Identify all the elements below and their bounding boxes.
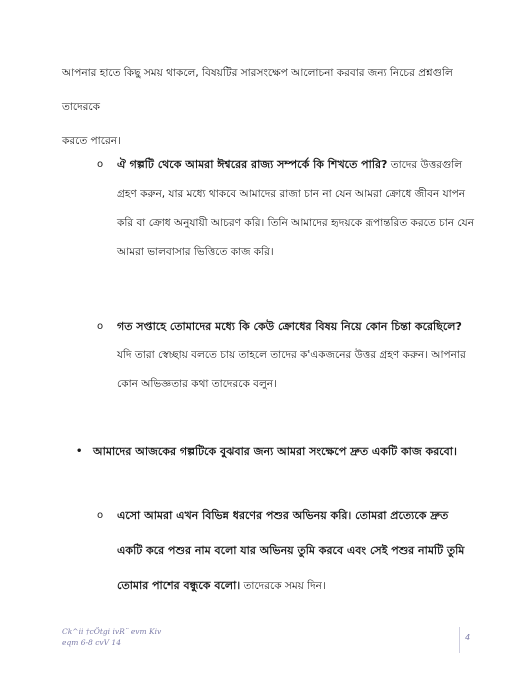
question-1-line-1: [117, 150, 487, 180]
footer-line-1: Ck^ii †cÖtgi ivR¨ evm Kiv: [62, 627, 162, 636]
activity-line-1: এসো আমরা এখন বিভিন্ন ধরণের পশুর অভিনয় করি। তোমরা প্রত্যেকে দ্রুত: [117, 509, 449, 522]
activity-intro-bullet: [76, 437, 493, 467]
question-1-line-4: আমরা ভালবাসার ভিত্তিতে কাজ করি।: [117, 246, 274, 258]
activity-line-3-rest: তাদেরকে সময় দিন।: [240, 580, 326, 592]
question-2-line-2: যদি তারা স্বেচ্ছায় বলতে চায় তাহলে তাদের ক'একজনের উত্তর গ্রহণ করুন। আপনার: [117, 349, 466, 361]
question-1-line-3: করি বা ক্রোধ অনুযায়ী আচরণ করি। তিনি আমাদের হৃদয়কে রূপান্তরিত করতে চান যেন: [117, 217, 474, 229]
circle-bullet-icon: o: [97, 159, 104, 170]
intro-line-1: আপনার হাতে কিছু সময় থাকলে, বিষয়টির সারসংক্ষেপ আলোচনা করবার জন্য নিচের প্রশ্নগুলি তাদেরকে: [62, 67, 453, 113]
question-1-instruction: তাদের উত্তরগুলি: [387, 159, 463, 171]
activity-line-3: [117, 568, 487, 604]
question-2: [97, 312, 487, 399]
circle-bullet-icon: o: [97, 510, 104, 521]
question-1-line-2: গ্রহণ করুন, যার মধ্যে থাকবে আমাদের রাজা চান না যেন আমরা ক্রোধে জীবন যাপন: [117, 188, 466, 200]
page-number: 4: [465, 633, 471, 642]
intro-paragraph: [62, 56, 482, 158]
footer-line-2: eqm 6-8 cvV 14: [62, 638, 121, 647]
activity-line-2: একটি করে পশুর নাম বলো যার অভিনয় তুমি করবে এবং সেই পশুর নামটি তুমি: [117, 544, 465, 557]
circle-bullet-icon: o: [97, 321, 104, 332]
question-2-prompt: গত সপ্তাহে তোমাদের মধ্যে কি কেউ ক্রোধের বিষয় নিয়ে কোন চিন্তা করেছিলে?: [117, 320, 462, 333]
activity-intro-text: আমাদের আজকের গল্পটিকে বুঝবার জন্য আমরা সংক্ষেপে দ্রুত একটি কাজ করবো।: [93, 445, 457, 458]
activity-instruction: [97, 498, 487, 604]
intro-line-2: করতে পারেন।: [62, 135, 121, 147]
footer-divider: [459, 627, 460, 653]
activity-line-3-bold: তোমার পাশের বন্ধুকে বলো।: [117, 579, 241, 592]
question-1: [97, 150, 487, 267]
question-2-line-3: কোন অভিজ্ঞতার কথা তাদেরকে বলুন।: [117, 378, 277, 390]
bullet-icon: •: [76, 446, 83, 457]
question-1-prompt: ঐ গল্পটি থেকে আমরা ঈশ্বরের রাজ্য সম্পর্কে কি শিখতে পারি?: [117, 158, 388, 171]
footer-text: [62, 626, 161, 648]
